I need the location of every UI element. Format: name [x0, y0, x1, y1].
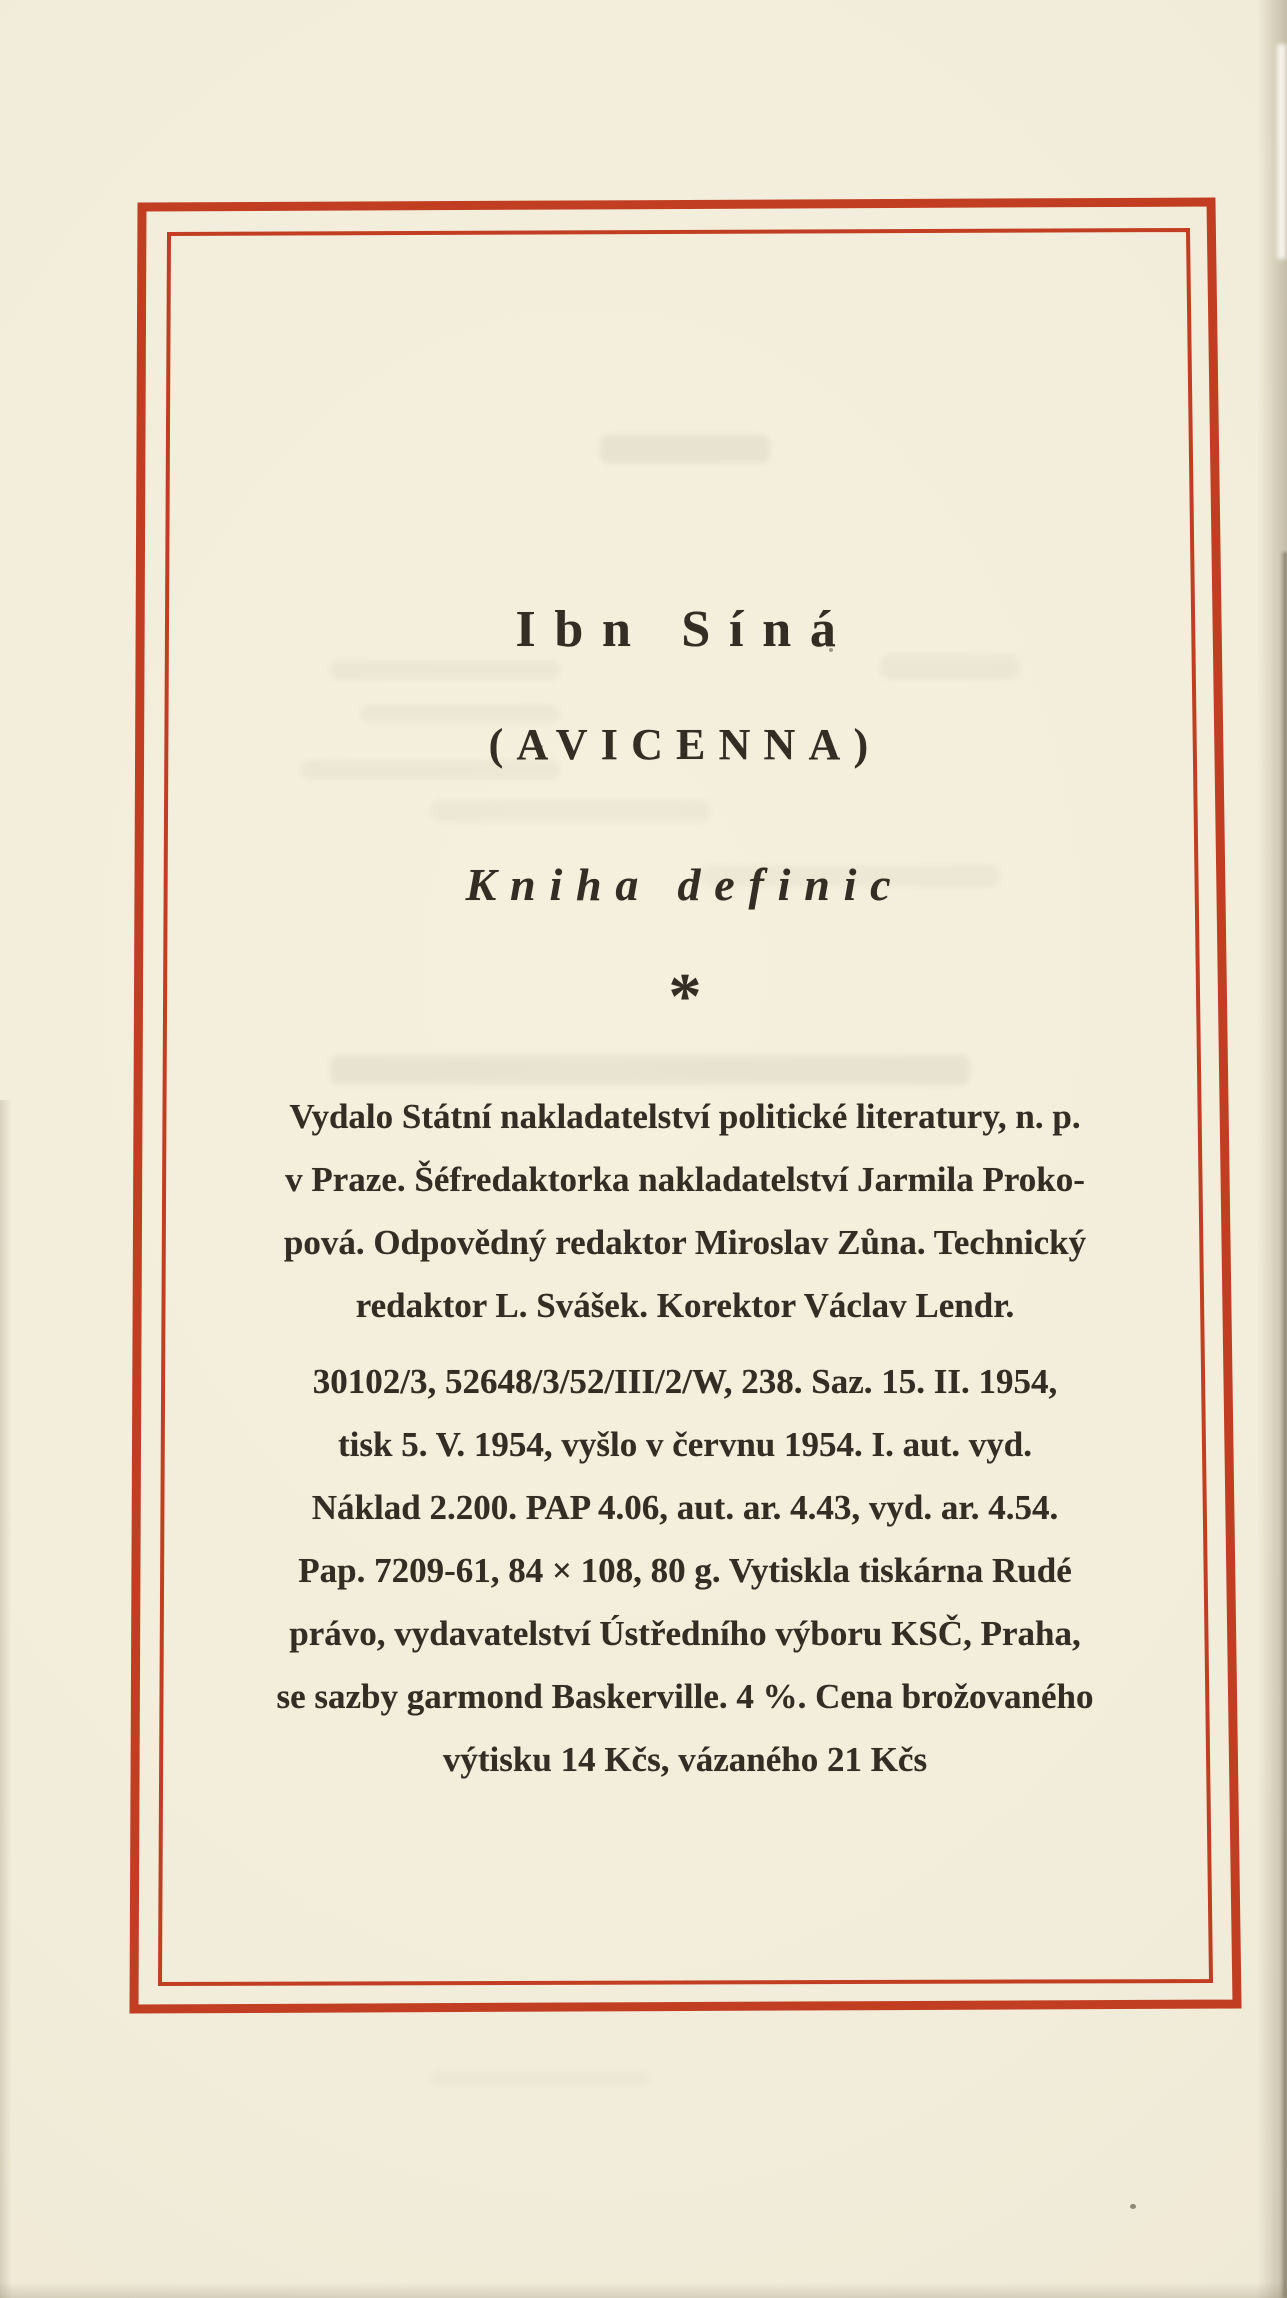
- paper-speck: [1130, 2204, 1136, 2209]
- book-subtitle: Kniha definic: [465, 859, 905, 910]
- printing-line: právo, vydavatelství Ústředního výboru KSČ, Praha,: [289, 1614, 1081, 1653]
- printing-line: 30102/3, 52648/3/52/III/2/W, 238. Saz. 15. II. 1954,: [312, 1362, 1058, 1401]
- printing-line: tisk 5. V. 1954, vyšlo v červnu 1954. I. aut. vyd.: [338, 1425, 1032, 1464]
- asterisk-ornament: *: [668, 960, 702, 1033]
- text-column: [245, 0, 1125, 2298]
- imprint-line: Vydalo Státní nakladatelství politické literatury, n. p.: [289, 1097, 1081, 1136]
- book-title-latin: (AVICENNA): [488, 720, 882, 769]
- imprint-line: pová. Odpovědný redaktor Miroslav Zůna. Technický: [283, 1223, 1087, 1262]
- page-edge-shadow-left: [0, 1100, 12, 2298]
- page-edge-dark-line: [1280, 552, 1287, 2298]
- printing-details-paragraph: [245, 1350, 1125, 1791]
- printing-line: Náklad 2.200. PAP 4.06, aut. ar. 4.43, vyd. ar. 4.54.: [311, 1488, 1059, 1527]
- printing-line: Pap. 7209-61, 84 × 108, 80 g. Vytiskla tiskárna Rudé: [298, 1551, 1072, 1590]
- page-edge-shadow-bottom: [0, 2282, 1287, 2298]
- printing-line: se sazby garmond Baskerville. 4 %. Cena brožovaného: [276, 1677, 1094, 1716]
- imprint-paragraph: [245, 1085, 1125, 1337]
- imprint-line: v Praze. Šéfredaktorka nakladatelství Jarmila Proko-: [285, 1160, 1085, 1199]
- book-title: Ibn Síná: [515, 601, 855, 658]
- page-edge-highlight: [1277, 44, 1286, 259]
- imprint-line: redaktor L. Svášek. Korektor Václav Lendr.: [355, 1286, 1015, 1325]
- printing-line: výtisku 14 Kčs, vázaného 21 Kčs: [442, 1740, 928, 1779]
